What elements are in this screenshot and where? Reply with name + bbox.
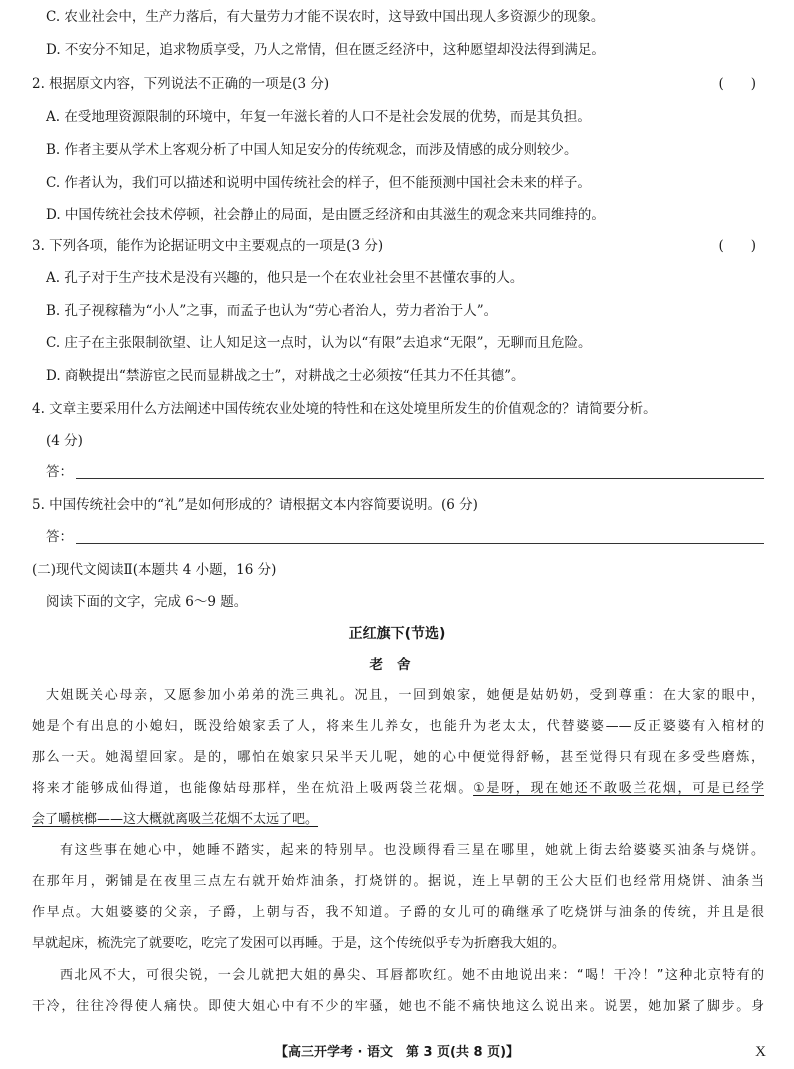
passage-author: 老舍 [369,657,425,673]
q5-answer-line[interactable] [46,527,764,547]
passage-line: 那么一天。她渴望回家。是的，哪怕在娘家只呆半天儿呢，她的心中便觉得舒畅，甚至觉得只有现在多受些磨炼， [32,750,764,765]
q4-stem: 4. 文章主要采用什么方法阐述中国传统农业处境的特性和在这处境里所发生的价值观念的？请简要分析。 [32,401,657,417]
underlined-sentence-1-start: ①是呀，现在她还不敢吸兰花烟，可是已经学 [473,781,764,796]
q3-answer-paren[interactable]: ( ) [718,238,756,254]
q3-stem-text: 3. 下列各项，能作为论据证明文中主要观点的一项是(3 分) [32,238,384,254]
q2-stem [32,74,764,94]
q3-option-a: A. 孔子对于生产技术是没有兴趣的，他只是一个在农业社会里不甚懂农事的人。 [46,270,524,286]
q4-answer-rule [76,478,764,479]
q4-points: (4 分) [46,433,83,449]
q2-stem-text: 2. 根据原文内容，下列说法不正确的一项是(3 分) [32,76,330,92]
q4-answer-line[interactable] [46,462,764,482]
q2-option-a: A. 在受地理资源限制的环境中，年复一年滋长着的人口不是社会发展的优势，而是其负担。 [46,109,591,125]
section2-heading: (二)现代文阅读Ⅱ(本题共 4 小题，16 分) [32,562,277,578]
passage-line [32,810,764,830]
q3-stem [32,236,764,256]
q1-option-d: D. 不安分不知足，追求物质享受，乃人之常情，但在匮乏经济中，这种愿望却没法得到满足。 [46,42,605,58]
q1-option-c: C. 农业社会中，生产力落后，有大量劳力才能不误农时，这导致中国出现人多资源少的现象。 [46,9,605,25]
q5-answer-label: 答： [46,529,73,545]
q4-answer-label: 答： [46,464,73,480]
passage-line: 大姐既关心母亲，又愿参加小弟弟的洗三典礼。况且，一回到娘家，她便是姑奶奶，受到尊重：在大家的眼中， [46,688,764,703]
passage-line: 早就起床，梳洗完了就要吃，吃完了发困可以再睡。于是，这个传统似乎专为折磨我大姐的。 [32,936,566,951]
passage-line [32,779,764,799]
q2-option-c: C. 作者认为，我们可以描述和说明中国传统社会的样子，但不能预测中国社会未来的样子。 [46,175,591,191]
underlined-sentence-1-end: 会了嚼槟榔——这大概就离吸兰花烟不太远了吧。 [32,812,319,827]
q2-option-b: B. 作者主要从学术上客观分析了中国人知足安分的传统观念，而涉及情感的成分则较少。 [46,142,578,158]
passage-title: 正红旗下(节选) [348,626,446,642]
passage-line: 她是个有出息的小媳妇，既没给娘家丢了人，将来生儿养女，也能升为老太太，代替婆婆——反正婆婆有入棺材的 [32,719,764,734]
section2-instruction: 阅读下面的文字，完成 6～9 题。 [46,594,248,610]
q2-answer-paren[interactable]: ( ) [718,76,756,92]
q3-option-d: D. 商鞅提出“禁游宦之民而显耕战之士”，对耕战之士必须按“任其力不任其德”。 [46,368,525,384]
passage-line: 西北风不大，可很尖锐，一会儿就把大姐的鼻尖、耳唇都吹红。她不由地说出来：“喝！干冷！”这种北京特有的 [60,968,764,983]
q3-option-b: B. 孔子视稼穑为“小人”之事，而孟子也认为“劳心者治人，劳力者治于人”。 [46,303,498,319]
footer-mark: X [755,1044,766,1060]
q3-option-c: C. 庄子在主张限制欲望、让人知足这一点时，认为以“有限”去追求“无限”，无聊而且危险。 [46,335,592,351]
q5-stem: 5. 中国传统社会中的“礼”是如何形成的？请根据文本内容简要说明。(6 分) [32,497,478,513]
q2-option-d: D. 中国传统社会技术停顿，社会静止的局面，是由匮乏经济和由其滋生的观念来共同维持的。 [46,207,605,223]
passage-line: 在那年月，粥铺是在夜里三点左右就开始炸油条，打烧饼的。据说，连上早朝的王公大臣们也经常用烧饼、油条当 [32,874,764,889]
passage-line-segment: 将来才能够成仙得道，也能像姑母那样，坐在炕沿上吸两袋兰花烟。 [32,781,474,796]
passage-line: 有这些事在她心中，她睡不踏实，起来的特别早。也没顾得看三星在哪里，她就上街去给婆婆买油条与烧饼。 [60,843,764,858]
q5-answer-rule [76,543,764,544]
passage-line: 干冷，往往冷得使人痛快。即使大姐心中有不少的牢骚，她也不能不痛快地这么说出来。说罢，她加紧了脚步。身 [32,999,764,1014]
page-footer: 【高三开学考 · 语文 第 3 页(共 8 页)】 [274,1045,520,1060]
passage-line: 作早点。大姐婆婆的父亲，子爵，上朝与否，我不知道。子爵的女儿可的确继承了吃烧饼与油条的传统，并且是很 [32,905,764,920]
